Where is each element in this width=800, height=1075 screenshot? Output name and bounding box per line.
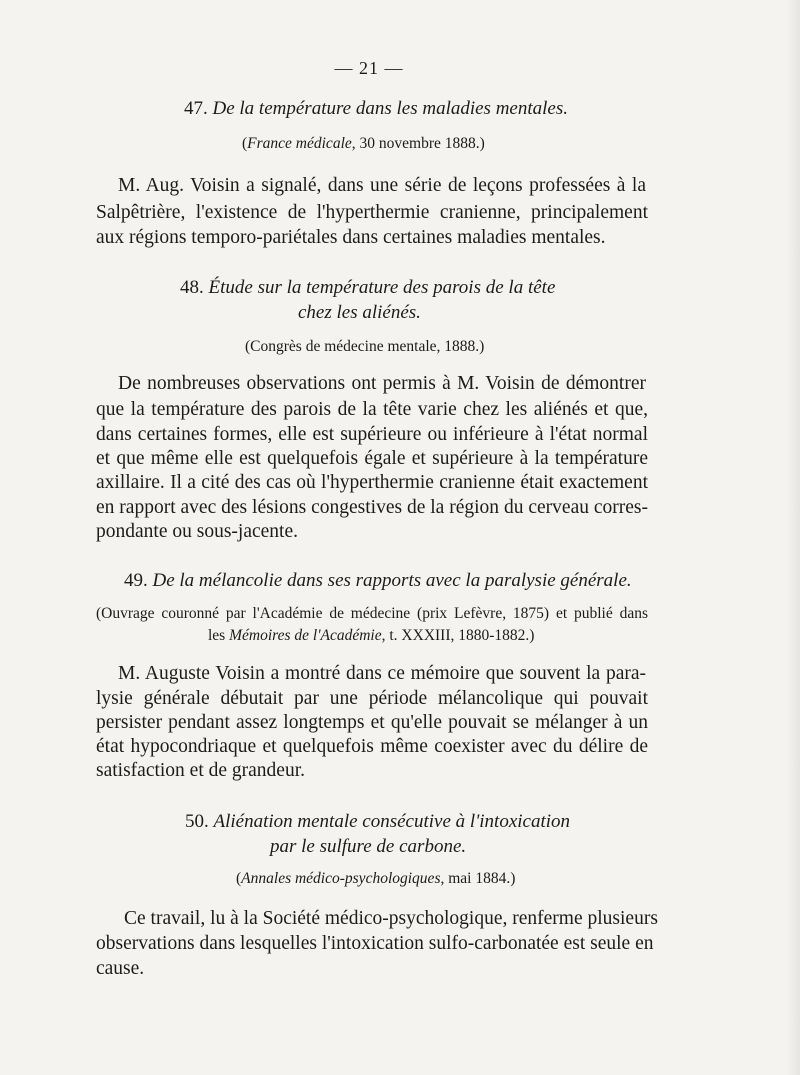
section-number: 49. — [124, 570, 148, 591]
source-journal: Mémoires de l'Académie — [229, 627, 382, 644]
paragraph-line: aux régions temporo-pariétales dans certaines maladies mentales. — [96, 227, 606, 248]
section-title-text: Étude sur la température des parois de la tête — [208, 277, 556, 298]
source-text: , mai 1884.) — [440, 870, 516, 887]
paragraph-line: état hypocondriaque et quelquefois même coexister avec du délire de — [96, 736, 648, 757]
paragraph-line: lysie générale débutait par une période mélancolique qui pouvait — [96, 688, 648, 709]
page-number: — 21 — — [334, 58, 404, 78]
section-49-source-line — [208, 627, 534, 645]
section-47-source — [242, 135, 485, 153]
section-47-title — [184, 98, 568, 120]
source-text: (Ouvrage couronné par l'Académie de médecine (prix Lefèvre, 1875) et publié dans — [96, 605, 648, 622]
section-49-title — [124, 570, 632, 592]
section-number: 48. — [180, 277, 204, 298]
source-journal: Annales médico-psychologiques — [241, 870, 441, 887]
source-text: (Congrès de médecine mentale, 1888.) — [245, 338, 485, 355]
section-48-title — [180, 277, 555, 299]
source-text: , t. XXXIII, 1880-1882.) — [381, 627, 535, 644]
section-number: 47. — [184, 98, 208, 119]
paragraph-line: axillaire. Il a cité des cas où l'hyperthermie cranienne était exactement — [96, 472, 648, 493]
paragraph-line: De nombreuses observations ont permis à M. Voisin de démontrer — [118, 373, 646, 394]
paragraph-line: M. Auguste Voisin a montré dans ce mémoire que souvent la para- — [118, 663, 646, 684]
section-title-text: De la mélancolie dans ses rapports avec la paralysie générale. — [152, 570, 632, 591]
source-text: les — [208, 627, 230, 644]
paragraph-line: en rapport avec des lésions congestives de la région du cerveau corres- — [96, 497, 648, 518]
section-49-source-line — [96, 605, 648, 623]
paragraph-line: satisfaction et de grandeur. — [96, 760, 306, 781]
section-title-text: De la température dans les maladies mentales. — [212, 98, 568, 119]
section-title-text: Aliénation mentale consécutive à l'intoxication — [213, 811, 571, 832]
section-title-text: par le sulfure de carbone. — [270, 836, 467, 857]
section-number: 50. — [185, 811, 209, 832]
source-text: ( — [242, 135, 248, 152]
page-edge-shadow — [786, 0, 800, 1075]
paragraph-line: observations dans lesquelles l'intoxication sulfo-carbonatée est seule en — [96, 933, 654, 954]
source-text: , 30 novembre 1888.) — [351, 135, 485, 152]
section-50-title — [185, 811, 570, 833]
paragraph-line: pondante ou sous-jacente. — [96, 521, 298, 542]
source-journal: France médicale — [247, 135, 352, 152]
paragraph-line: et que même elle est quelquefois égale et supérieure à la température — [96, 448, 648, 469]
paragraph-line: dans certaines formes, elle est supérieure ou inférieure à l'état normal — [96, 424, 648, 445]
paragraph-line: que la température des parois de la tête varie chez les aliénés et que, — [96, 399, 648, 420]
paragraph-line: cause. — [96, 958, 145, 979]
section-title-text: chez les aliénés. — [298, 302, 421, 323]
paragraph-line: M. Aug. Voisin a signalé, dans une série de leçons professées à la — [118, 175, 646, 196]
source-text: ( — [236, 870, 242, 887]
paragraph-line: Salpêtrière, l'existence de l'hyperthermie cranienne, principalement — [96, 202, 648, 223]
paragraph-line: persister pendant assez longtemps et qu'elle pouvait se mélanger à un — [96, 712, 648, 733]
section-50-source — [236, 870, 515, 888]
paragraph-line: Ce travail, lu à la Société médico-psychologique, renferme plusieurs — [124, 908, 658, 929]
section-48-source — [245, 338, 484, 356]
